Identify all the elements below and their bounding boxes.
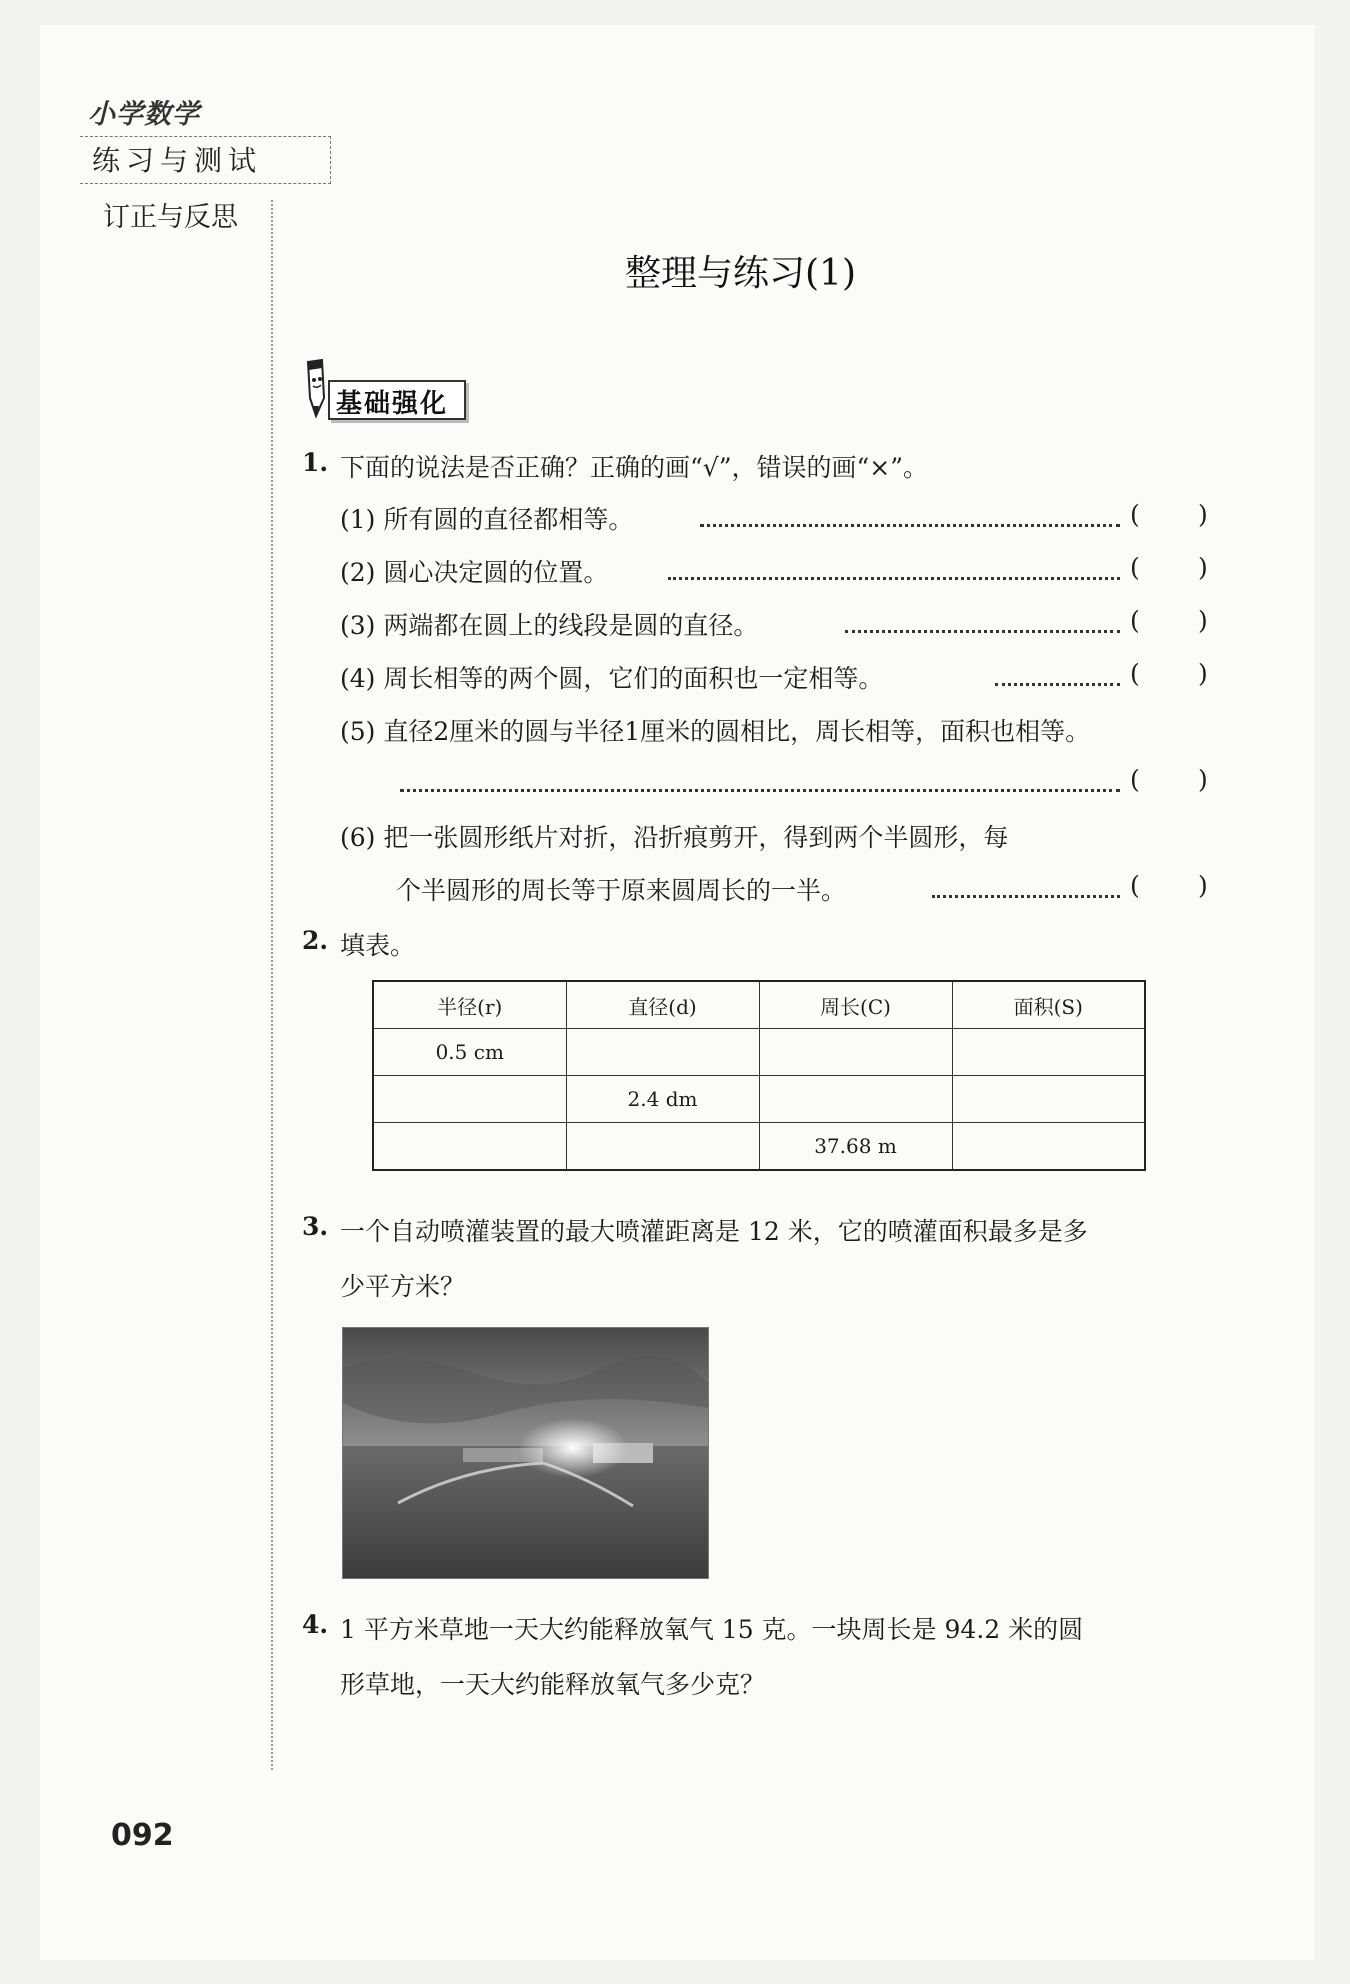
q1-item-label: 个半圆形的周长等于原来圆周长的一半。 xyxy=(396,876,847,905)
table-row xyxy=(373,1076,1145,1123)
table-cell-blank[interactable] xyxy=(373,1076,566,1123)
answer-paren-close: ) xyxy=(1198,606,1208,635)
table-cell: 2.4 dm xyxy=(566,1076,759,1123)
leader-dots xyxy=(400,789,1120,792)
q1-item-label: (2) 圆心决定圆的位置。 xyxy=(340,558,609,587)
q3-line-2: 少平方米？ xyxy=(340,1272,466,1301)
answer-paren-close: ) xyxy=(1198,659,1208,688)
q1-item-3 xyxy=(340,606,1210,646)
table-cell-blank[interactable] xyxy=(566,1123,759,1171)
table-header-cell: 直径(d) xyxy=(566,981,759,1029)
leader-dots xyxy=(700,524,1120,527)
page-title: 整理与练习(1) xyxy=(625,253,856,294)
table-header-row xyxy=(373,981,1145,1029)
table-cell-blank[interactable] xyxy=(759,1076,952,1123)
q1-number: 1. xyxy=(302,448,329,477)
fill-in-table xyxy=(372,980,1146,1171)
table-cell-blank[interactable] xyxy=(566,1029,759,1076)
table-cell-blank[interactable] xyxy=(759,1029,952,1076)
book-title: 练习与测试 xyxy=(92,144,263,177)
q4-line-1: 1 平方米草地一天大约能释放氧气 15 克。一块周长是 94.2 米的圆 xyxy=(340,1615,1084,1644)
table-header-cell: 半径(r) xyxy=(373,981,566,1029)
q1-stem: 下面的说法是否正确？正确的画“√”，错误的画“×”。 xyxy=(340,453,929,482)
q1-item-label: (1) 所有圆的直径都相等。 xyxy=(340,505,634,534)
section-label-box xyxy=(328,380,466,420)
table-cell-blank[interactable] xyxy=(373,1123,566,1171)
table-cell: 0.5 cm xyxy=(373,1029,566,1076)
table-cell-blank[interactable] xyxy=(952,1076,1145,1123)
sprinkler-photo xyxy=(342,1327,709,1579)
q1-item-2 xyxy=(340,553,1210,593)
q1-item-label: (3) 两端都在圆上的线段是圆的直径。 xyxy=(340,611,759,640)
answer-paren-close: ) xyxy=(1198,553,1208,582)
table-cell: 37.68 m xyxy=(759,1123,952,1171)
q1-item-5-answer xyxy=(340,765,1210,805)
answer-paren-open: ( xyxy=(1130,659,1140,688)
answer-paren-open: ( xyxy=(1130,553,1140,582)
table-header-cell: 周长(C) xyxy=(759,981,952,1029)
leader-dots xyxy=(845,630,1120,633)
q1-item-label: (5) 直径2厘米的圆与半径1厘米的圆相比，周长相等，面积也相等。 xyxy=(340,717,1091,746)
answer-paren-close: ) xyxy=(1198,871,1208,900)
section-label: 基础强化 xyxy=(336,389,449,419)
pencil-icon xyxy=(302,358,330,420)
page-number: 092 xyxy=(111,1818,174,1853)
q2-stem: 填表。 xyxy=(340,931,416,960)
q1-item-label: (6) 把一张圆形纸片对折，沿折痕剪开，得到两个半圆形，每 xyxy=(340,823,1009,852)
q2-number: 2. xyxy=(302,926,329,955)
q3-line-1: 一个自动喷灌装置的最大喷灌距离是 12 米，它的喷灌面积最多是多 xyxy=(340,1217,1088,1246)
answer-paren-open: ( xyxy=(1130,500,1140,529)
q1-item-4 xyxy=(340,659,1210,699)
q1-item-label: (4) 周长相等的两个圆，它们的面积也一定相等。 xyxy=(340,664,884,693)
table-row xyxy=(373,1029,1145,1076)
q1-item-5 xyxy=(340,712,1210,752)
margin-divider xyxy=(271,200,273,1770)
series-title: 小学数学 xyxy=(88,99,200,130)
answer-paren-close: ) xyxy=(1198,765,1208,794)
answer-paren-open: ( xyxy=(1130,871,1140,900)
book-title-box xyxy=(80,136,331,184)
table-cell-blank[interactable] xyxy=(952,1123,1145,1171)
q1-item-6 xyxy=(340,818,1210,858)
answer-paren-open: ( xyxy=(1130,606,1140,635)
answer-paren-open: ( xyxy=(1130,765,1140,794)
q3-number: 3. xyxy=(302,1212,329,1241)
leader-dots xyxy=(932,895,1120,898)
q4-number: 4. xyxy=(302,1610,329,1639)
margin-column-title: 订正与反思 xyxy=(103,202,238,233)
table-header-cell: 面积(S) xyxy=(952,981,1145,1029)
table-row xyxy=(373,1123,1145,1171)
q1-item-1 xyxy=(340,500,1210,540)
leader-dots xyxy=(995,683,1120,686)
table-cell-blank[interactable] xyxy=(952,1029,1145,1076)
answer-paren-close: ) xyxy=(1198,500,1208,529)
q4-line-2: 形草地，一天大约能释放氧气多少克？ xyxy=(340,1670,766,1699)
q1-item-6-cont xyxy=(340,871,1210,911)
leader-dots xyxy=(668,577,1120,580)
